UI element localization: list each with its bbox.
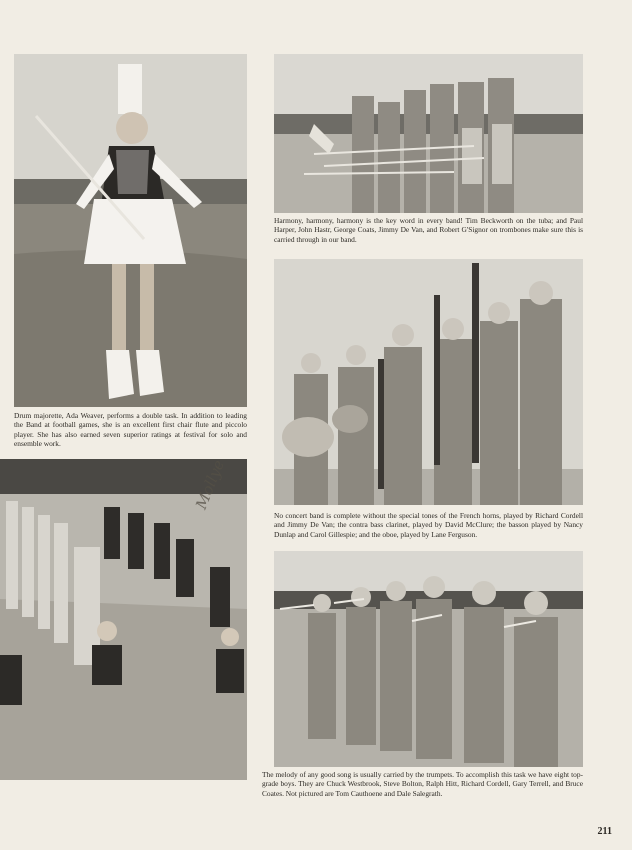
trombones-photo — [274, 54, 583, 213]
trombones-caption: Harmony, harmony, harmony is the key word in every band! Tim Beckworth on the tuba; and Paul Harper, John Hastr, George Coats, Jimmy De Van, and Robert G'Signor on trombones make sure this is carried through in our band. — [274, 216, 583, 244]
drum-majorette-photo — [14, 54, 247, 407]
majorette-caption: Drum majorette, Ada Weaver, performs a double task. In addition to leading the Band at football games, she is an excellent first chair flute and piccolo player. She has also earned seven superior ratings at festival for solo and ensemble work. — [14, 411, 247, 449]
page-number: 211 — [597, 826, 612, 837]
french-horns-photo — [274, 259, 583, 505]
trumpets-caption: The melody of any good song is usually carried by the trumpets. To accomplish this task we have eight top-grade boys. They are Chuck Westbrook, Steve Bolton, Ralph Hitt, Richard Cordell, Gary Terrell, and Bruce Coates. Not pictured are Tom Cauthoene and Dale Salegrath. — [262, 770, 583, 798]
signature: Mollye — [192, 457, 228, 512]
horns-caption: No concert band is complete without the special tones of the French horns, played by Richard Cordell and Jimmy De Van; the contra bass clarinet, played by David McClure; the basson played by Nancy Dunlap and Carol Gillespie; and the oboe, played by Lane Ferguson. — [274, 511, 583, 539]
trumpets-photo — [274, 551, 583, 767]
